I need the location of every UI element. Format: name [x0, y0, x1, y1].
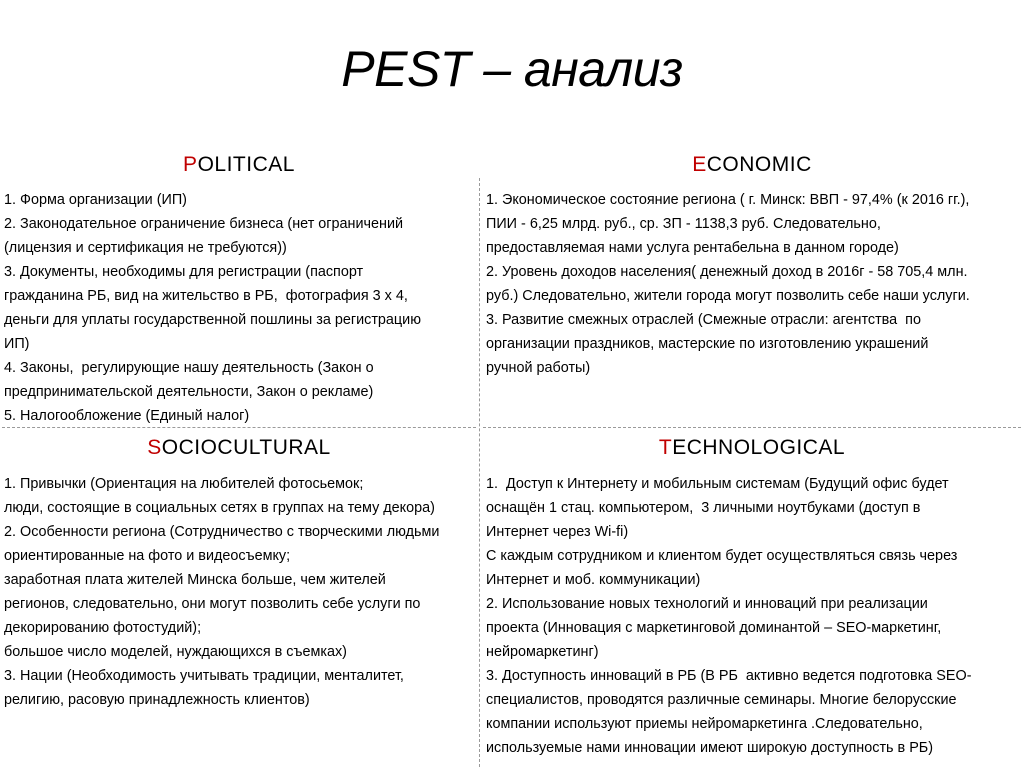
political-text-line: (лицензия и сертификация не требуются)): [4, 240, 287, 256]
sociocultural-heading: [2, 436, 476, 460]
political-text-line: 2. Законодательное ограничение бизнеса (нет ограничений: [4, 216, 404, 232]
political-text-line: деньги для уплаты государственной пошлины за регистрацию: [4, 312, 422, 328]
technological-section-text: [486, 472, 972, 760]
political-heading: [2, 153, 476, 177]
technological-text-line: специалистов, проводятся различные семинары. Многие белорусские: [486, 692, 957, 708]
technological-text-line: компании используют приемы нейромаркетинга .Следовательно,: [486, 716, 923, 732]
sociocultural-text-line: заработная плата жителей Минска больше, чем жителей: [4, 572, 386, 588]
technological-heading-rest: ECHNOLOGICAL: [672, 436, 846, 459]
horizontal-divider-right: [483, 427, 1021, 428]
economic-text-line: ручной работы): [486, 360, 591, 376]
sociocultural-text-line: 2. Особенности региона (Сотрудничество с творческими людьми: [4, 524, 440, 540]
economic-section-text: [486, 188, 970, 380]
technological-text-line: Интернет через Wi-fi): [486, 524, 629, 540]
sociocultural-text-line: люди, состоящие в социальных сетях в группах на тему декора): [4, 500, 435, 516]
technological-heading-initial: T: [658, 436, 673, 459]
political-text-line: 4. Законы, регулирующие нашу деятельность (Закон о: [4, 360, 374, 376]
sociocultural-text-line: декорированию фотостудий);: [4, 620, 202, 636]
sociocultural-text-line: ориентированные на фото и видеосъемку;: [4, 548, 291, 564]
economic-heading: [483, 153, 1021, 177]
technological-text-line: 2. Использование новых технологий и инноваций при реализации: [486, 596, 928, 612]
sociocultural-section-text: [4, 472, 439, 712]
economic-heading-initial: E: [692, 153, 707, 176]
technological-text-line: используемые нами инновации имеют широкую доступность в РБ): [486, 740, 934, 756]
political-heading-initial: P: [183, 153, 198, 176]
technological-text-line: оснащён 1 стац. компьютером, 3 личными ноутбуками (доступ в: [486, 500, 921, 516]
sociocultural-heading-initial: S: [147, 436, 162, 459]
vertical-divider: [479, 178, 480, 767]
political-section-text: [4, 188, 421, 428]
technological-text-line: С каждым сотрудником и клиентом будет осуществляться связь через: [486, 548, 958, 564]
technological-text-line: Интернет и моб. коммуникации): [486, 572, 701, 588]
technological-text-line: проекта (Инновация с маркетинговой доминантой – SEO-маркетинг,: [486, 620, 942, 636]
political-text-line: гражданина РБ, вид на жительство в РБ, фотография 3 х 4,: [4, 288, 408, 304]
political-text-line: предпринимательской деятельности, Закон о рекламе): [4, 384, 374, 400]
sociocultural-text-line: религию, расовую принадлежность клиентов): [4, 692, 310, 708]
technological-text-line: 3. Доступность инноваций в РБ (В РБ активно ведется подготовка SEO-: [486, 668, 972, 684]
economic-text-line: 1. Экономическое состояние региона ( г. Минск: ВВП - 97,4% (к 2016 гг.),: [486, 192, 970, 208]
economic-text-line: организации праздников, мастерские по изготовлению украшений: [486, 336, 929, 352]
economic-text-line: руб.) Следовательно, жители города могут позволить себе наши услуги.: [486, 288, 970, 304]
economic-text-line: предоставляемая нами услуга рентабельна в данном городе): [486, 240, 899, 256]
page-title: PEST – анализ: [341, 41, 683, 97]
political-text-line: 1. Форма организации (ИП): [4, 192, 187, 208]
political-heading-rest: OLITICAL: [197, 153, 295, 176]
economic-text-line: ПИИ - 6,25 млрд. руб., ср. ЗП - 1138,3 руб. Следовательно,: [486, 216, 881, 232]
sociocultural-text-line: 3. Нации (Необходимость учитывать традиции, менталитет,: [4, 668, 404, 684]
economic-text-line: 3. Развитие смежных отраслей (Смежные отрасли: агентства по: [486, 312, 921, 328]
sociocultural-text-line: большое число моделей, нуждающихся в съемках): [4, 644, 347, 660]
political-text-line: 5. Налогообложение (Единый налог): [4, 408, 250, 424]
sociocultural-heading-rest: OCIOCULTURAL: [161, 436, 331, 459]
political-text-line: 3. Документы, необходимы для регистрации (паспорт: [4, 264, 364, 280]
technological-text-line: 1. Доступ к Интернету и мобильным системам (Будущий офис будет: [486, 476, 949, 492]
technological-heading: [483, 436, 1021, 460]
political-text-line: ИП): [4, 336, 30, 352]
technological-text-line: нейромаркетинг): [486, 644, 599, 660]
sociocultural-text-line: 1. Привычки (Ориентация на любителей фотосьемок;: [4, 476, 364, 492]
sociocultural-text-line: регионов, следовательно, они могут позволить себе услуги по: [4, 596, 421, 612]
economic-text-line: 2. Уровень доходов населения( денежный доход в 2016г - 58 705,4 млн.: [486, 264, 968, 280]
economic-heading-rest: CONOMIC: [706, 153, 812, 176]
